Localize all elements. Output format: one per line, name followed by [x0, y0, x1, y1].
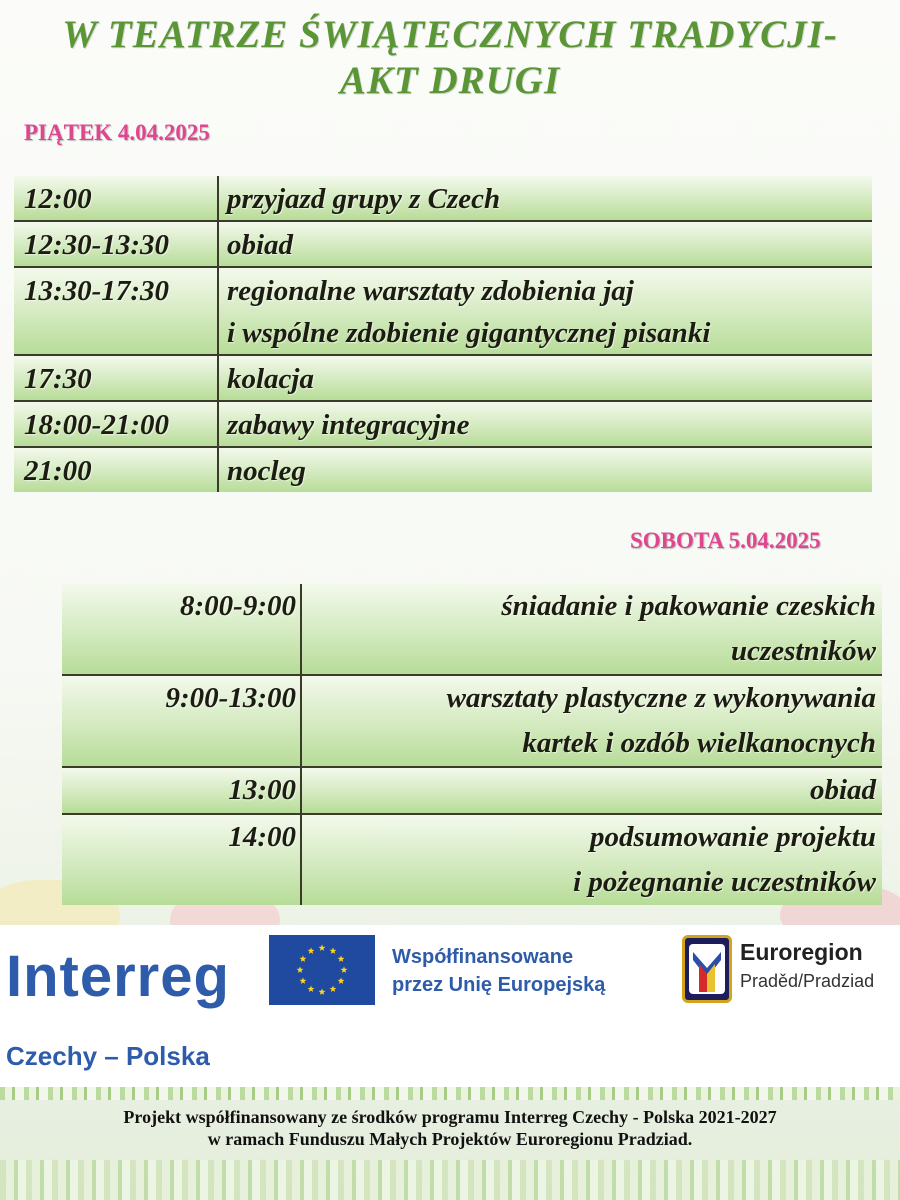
schedule-activity — [219, 268, 872, 354]
schedule-row — [62, 815, 882, 905]
schedule-row — [14, 356, 872, 402]
footer-note — [0, 1106, 900, 1150]
decor-grass-bottom — [0, 1160, 900, 1200]
schedule-row — [14, 176, 872, 222]
euroregion-subtitle: Praděd/Pradziad — [740, 971, 875, 991]
schedule-activity — [302, 815, 882, 905]
activity-line: zabawy integracyjne — [227, 409, 470, 441]
friday-label: PIĄTEK 4.04.2025 — [24, 120, 210, 145]
schedule-row — [14, 402, 872, 448]
schedule-time: 17:30 — [14, 356, 219, 400]
activity-line: przyjazd grupy z Czech — [227, 183, 501, 215]
eu-text-line-1: Współfinansowane — [392, 946, 574, 968]
schedule-activity — [219, 176, 872, 220]
footer-line-2: w ramach Funduszu Małych Projektów Euroregionu Pradziad. — [207, 1129, 693, 1149]
interreg-logo: Interreg — [6, 944, 230, 1009]
schedule-row — [62, 676, 882, 768]
schedule-activity — [219, 222, 872, 266]
schedule-activity — [219, 356, 872, 400]
eu-star-icon — [330, 985, 337, 992]
schedule-activity — [219, 402, 872, 446]
eu-star-icon — [330, 947, 337, 954]
eu-star-icon — [338, 977, 345, 984]
eu-cofinancing-text — [392, 943, 605, 999]
eu-star-icon — [300, 955, 307, 962]
activity-line: obiad — [227, 229, 294, 261]
activity-line: warsztaty plastyczne z wykonywania — [446, 682, 876, 714]
activity-line: podsumowanie projektu — [589, 821, 876, 853]
activity-line: i pożegnanie uczestników — [573, 866, 876, 898]
page-title — [0, 12, 900, 104]
eu-star-icon — [319, 988, 326, 995]
schedule-time: 21:00 — [14, 448, 219, 492]
activity-line: nocleg — [227, 455, 306, 487]
schedule-time: 9:00-13:00 — [62, 676, 302, 766]
activity-line: regionalne warsztaty zdobienia jaj — [227, 275, 634, 307]
saturday-label: SOBOTA 5.04.2025 — [630, 528, 821, 553]
euroregion-name: Euroregion — [740, 939, 863, 965]
eu-stars — [269, 935, 375, 1005]
schedule-time: 12:00 — [14, 176, 219, 220]
schedule-time: 13:30-17:30 — [14, 268, 219, 354]
schedule-row — [14, 448, 872, 492]
saturday-schedule — [62, 584, 882, 905]
activity-line: obiad — [809, 774, 876, 806]
footer-line-1: Projekt współfinansowany ze środków programu Interreg Czechy - Polska 2021-2027 — [123, 1107, 777, 1127]
activity-line: kolacja — [227, 363, 314, 395]
eu-star-icon — [308, 985, 315, 992]
schedule-row — [14, 222, 872, 268]
eu-star-icon — [338, 955, 345, 962]
decor-grass-strip — [0, 1086, 900, 1100]
schedule-time: 13:00 — [62, 768, 302, 813]
activity-line: uczestników — [730, 635, 876, 667]
schedule-time: 18:00-21:00 — [14, 402, 219, 446]
schedule-time: 14:00 — [62, 815, 302, 905]
schedule-activity — [302, 584, 882, 674]
schedule-activity — [302, 768, 882, 813]
schedule-activity — [219, 448, 872, 492]
euroregion-emblem-icon — [682, 935, 732, 1003]
schedule-time: 12:30-13:30 — [14, 222, 219, 266]
schedule-activity — [302, 676, 882, 766]
title-line-1: W TEATRZE ŚWIĄTECZNYCH TRADYCJI- — [62, 13, 838, 56]
friday-schedule — [14, 176, 872, 492]
eu-star-icon — [341, 966, 348, 973]
activity-line: kartek i ozdób wielkanocnych — [522, 727, 876, 759]
eu-star-icon — [297, 966, 304, 973]
schedule-row — [14, 268, 872, 356]
program-region-label: Czechy – Polska — [6, 1041, 210, 1071]
activity-line: i wspólne zdobienie gigantycznej pisanki — [227, 317, 711, 349]
activity-line: śniadanie i pakowanie czeskich — [501, 590, 876, 622]
eu-star-icon — [319, 944, 326, 951]
eu-flag-icon — [269, 935, 375, 1005]
schedule-row — [62, 584, 882, 676]
eu-star-icon — [308, 947, 315, 954]
sponsor-logos — [0, 925, 900, 1087]
eu-star-icon — [300, 977, 307, 984]
title-line-2: AKT DRUGI — [339, 59, 561, 102]
eu-text-line-2: przez Unię Europejską — [392, 974, 606, 996]
schedule-time: 8:00-9:00 — [62, 584, 302, 674]
schedule-row — [62, 768, 882, 815]
